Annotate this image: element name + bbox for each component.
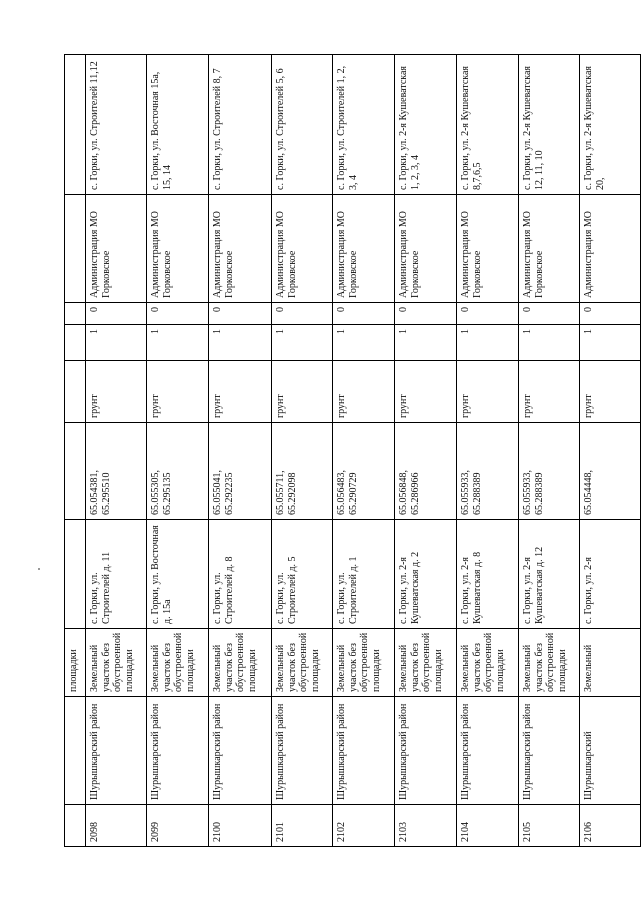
cell-owner: Администрация МО Горковское [519, 195, 580, 303]
cell-empty [65, 520, 86, 629]
cell-coordinates: 65.056848, 65.286966 [395, 423, 457, 520]
cell-site-type: Земельный участок без обустроенной площадки [333, 629, 395, 697]
cell-surface: грунт [580, 361, 640, 423]
cell-surface: грунт [272, 361, 333, 423]
table-row [579, 54, 641, 847]
cell-quantity: 1 [457, 325, 519, 361]
cell-district: Шурышкарский район [395, 697, 457, 805]
cell-address: с. Горки, ул. 2-я Кушеватская д. 2 [395, 520, 457, 629]
cell-surface: грунт [519, 361, 580, 423]
cell-owner: Администрация МО Горковское [272, 195, 333, 303]
table-row [85, 54, 147, 847]
cell-quantity-2: 0 [333, 303, 395, 325]
scan-speck [38, 568, 40, 570]
cell-address: с. Горки, ул. Строителей д. 8 [209, 520, 272, 629]
cell-served-addresses: с. Горки, ул. Строителей 1, 2, 3, 4 [333, 54, 395, 195]
cell-surface: грунт [147, 361, 209, 423]
table-viewport [64, 54, 606, 847]
cell-served-addresses: с. Горки, ул. 2-я Кушеватская 12, 11, 10 [519, 54, 580, 195]
cell-empty [65, 195, 86, 303]
cell-number: 2099 [147, 805, 209, 847]
cell-empty [65, 303, 86, 325]
cell-owner: Администрация МО Горковское [457, 195, 519, 303]
cell-quantity: 1 [580, 325, 640, 361]
cell-quantity-2: 0 [86, 303, 147, 325]
cell-owner: Администрация МО Горковское [86, 195, 147, 303]
cell-address: с. Горки, ул. Строителей д. 5 [272, 520, 333, 629]
cell-empty [65, 805, 86, 847]
cell-empty [65, 697, 86, 805]
cell-empty [65, 361, 86, 423]
cell-coordinates: 65.055305, 65.295135 [147, 423, 209, 520]
cell-site-type: Земельный участок без обустроенной площадки [457, 629, 519, 697]
cell-quantity: 1 [147, 325, 209, 361]
cell-quantity-2: 0 [147, 303, 209, 325]
cell-surface: грунт [457, 361, 519, 423]
cell-number: 2101 [272, 805, 333, 847]
cell-quantity: 1 [333, 325, 395, 361]
cell-district: Шурышкарский район [86, 697, 147, 805]
cell-number: 2098 [86, 805, 147, 847]
cell-quantity-2: 0 [580, 303, 640, 325]
cell-empty [65, 325, 86, 361]
cell-coordinates: 65.054381, 65.295510 [86, 423, 147, 520]
table-row [394, 54, 457, 847]
cell-served-addresses: с. Горки, ул. 2-я Кушеватская 1, 2, 3, 4 [395, 54, 457, 195]
cell-quantity: 1 [209, 325, 272, 361]
cell-district: Шурышкарский район [333, 697, 395, 805]
cell-number: 2105 [519, 805, 580, 847]
cell-quantity-2: 0 [457, 303, 519, 325]
cell-served-addresses: с. Горки, ул. Восточная 15а, 15, 14 [147, 54, 209, 195]
cell-empty [65, 54, 86, 195]
cell-owner: Администрация МО Горковское [147, 195, 209, 303]
cell-district: Шурышкарский район [457, 697, 519, 805]
cell-district: Шурышкарский [580, 697, 640, 805]
cell-address: с. Горки, ул. Восточная д. 15а [147, 520, 209, 629]
cell-empty [65, 423, 86, 520]
cell-number: 2103 [395, 805, 457, 847]
cell-owner: Администрация МО Горковское [395, 195, 457, 303]
table-row [518, 54, 580, 847]
cell-surface: грунт [333, 361, 395, 423]
cell-coordinates: 65.056483, 65.290729 [333, 423, 395, 520]
data-table [64, 54, 606, 847]
cell-number: 2104 [457, 805, 519, 847]
cell-address: с. Горки, ул. Строителей д. 11 [86, 520, 147, 629]
cell-quantity: 1 [86, 325, 147, 361]
table-row [456, 54, 519, 847]
cell-owner: Администрация МО [580, 195, 640, 303]
cell-site-type: Земельный [580, 629, 640, 697]
cell-coordinates: 65.055711, 65.292098 [272, 423, 333, 520]
cell-quantity-2: 0 [395, 303, 457, 325]
cell-address: с. Горки, ул. 2-я Кушеватская д. 12 [519, 520, 580, 629]
cell-quantity: 1 [395, 325, 457, 361]
table-row-continued [64, 54, 86, 847]
cell-number: 2102 [333, 805, 395, 847]
cell-site-type: Земельный участок без обустроенной площадки [519, 629, 580, 697]
cell-address: с. Горки, ул. 2-я [580, 520, 640, 629]
cell-address: с. Горки, ул. 2-я Кушеватская д. 8 [457, 520, 519, 629]
cell-quantity-2: 0 [519, 303, 580, 325]
cell-surface: грунт [86, 361, 147, 423]
cell-quantity: 1 [519, 325, 580, 361]
cell-site-type: Земельный участок без обустроенной площадки [86, 629, 147, 697]
cell-surface: грунт [209, 361, 272, 423]
cell-coordinates: 65.055933, 65.288389 [519, 423, 580, 520]
cell-district: Шурышкарский район [272, 697, 333, 805]
cell-served-addresses: с. Горки, ул. Строителей 8, 7 [209, 54, 272, 195]
cell-site-type: Земельный участок без обустроенной площадки [272, 629, 333, 697]
cell-served-addresses: с. Горки, ул. 2-я Кушеватская 8,7,6,5 [457, 54, 519, 195]
cell-served-addresses: с. Горки, ул. Строителей 11,12 [86, 54, 147, 195]
cell-quantity-2: 0 [272, 303, 333, 325]
cell-type-continued: площадки [65, 629, 86, 697]
cell-served-addresses: с. Горки, ул. Строителей 5, 6 [272, 54, 333, 195]
cell-site-type: Земельный участок без обустроенной площадки [209, 629, 272, 697]
cell-served-addresses: с. Горки, ул. 2-я Кушеватская 20, [580, 54, 640, 195]
cell-owner: Администрация МО Горковское [333, 195, 395, 303]
cell-number: 2106 [580, 805, 640, 847]
table-row [332, 54, 395, 847]
table-row [146, 54, 209, 847]
cell-district: Шурышкарский район [147, 697, 209, 805]
cell-coordinates: 65.055041, 65.292235 [209, 423, 272, 520]
cell-district: Шурышкарский район [209, 697, 272, 805]
cell-owner: Администрация МО Горковское [209, 195, 272, 303]
cell-coordinates: 65.055933, 65.288389 [457, 423, 519, 520]
cell-district: Шурышкарский район [519, 697, 580, 805]
cell-quantity: 1 [272, 325, 333, 361]
cell-site-type: Земельный участок без обустроенной площадки [147, 629, 209, 697]
cell-site-type: Земельный участок без обустроенной площадки [395, 629, 457, 697]
cell-address: с. Горки, ул. Строителей д. 1 [333, 520, 395, 629]
table-row [271, 54, 333, 847]
cell-number: 2100 [209, 805, 272, 847]
cell-quantity-2: 0 [209, 303, 272, 325]
cell-surface: грунт [395, 361, 457, 423]
cell-coordinates: 65.054448, [580, 423, 640, 520]
table-row [208, 54, 272, 847]
